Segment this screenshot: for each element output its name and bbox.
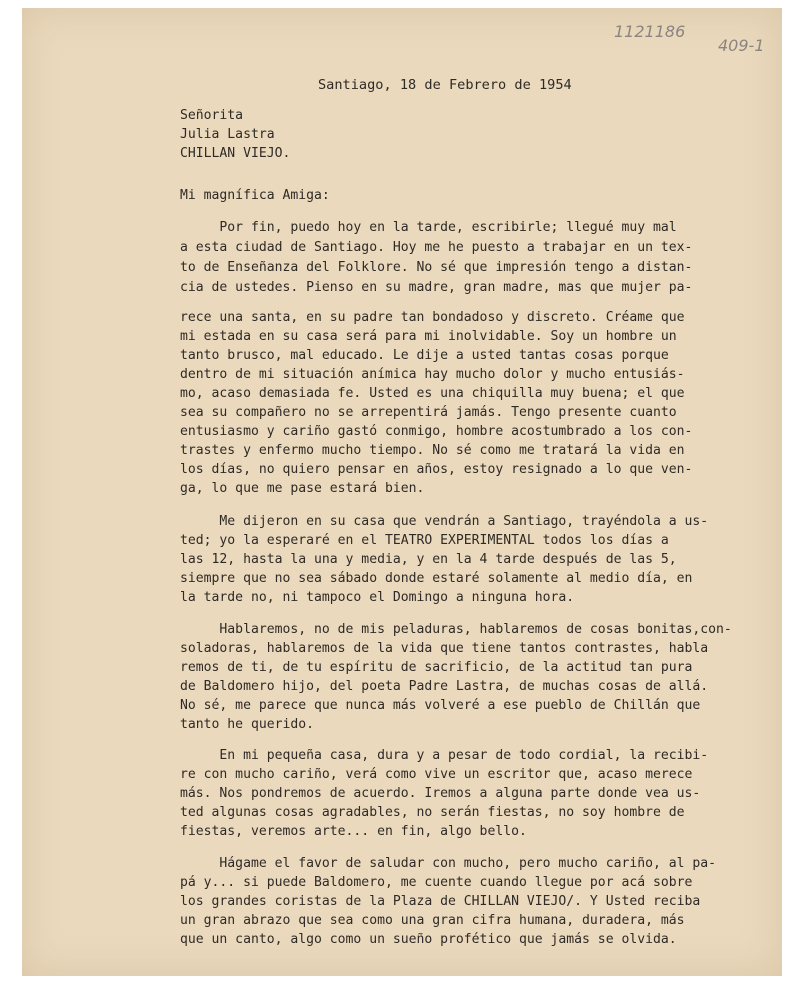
letter-line: sea su compañero no se arrepentirá jamás. Tengo presente cuanto	[180, 405, 677, 420]
letter-line: entusiasmo y cariño gastó conmigo, hombre acostumbrado a los con-	[180, 424, 693, 439]
letter-line: cia de ustedes. Pienso en su madre, gran madre, mas que mujer pa-	[180, 280, 693, 295]
letter-line: remos de ti, de tu espíritu de sacrificio, de la actitud tan pura	[180, 660, 693, 675]
letter-line: mo, acaso demasiada fe. Usted es una chiquilla muy buena; el que	[180, 386, 685, 401]
letter-line: dentro de mi situación anímica hay mucho dolor y mucho entusiás-	[180, 367, 685, 382]
letter-line: las 12, hasta la una y media, y en la 4 tarde después de las 5,	[180, 552, 677, 567]
archive-number-right: 409-1	[718, 36, 765, 55]
letter-line: soladoras, hablaremos de la vida que tiene tantos contrastes, habla	[180, 641, 709, 656]
letter-line: más. Nos pondremos de acuerdo. Iremos a alguna parte donde vea us-	[180, 786, 701, 801]
letter-line: trastes y enfermo mucho tiempo. No sé como me tratará la vida en	[180, 443, 685, 458]
letter-line: a esta ciudad de Santiago. Hoy me he puesto a trabajar en un tex-	[180, 240, 693, 255]
letter-line: siempre que no sea sábado donde estaré solamente al medio día, en	[180, 571, 693, 586]
letter-line: que un canto, algo como un sueño profético que jamás se olvida.	[180, 932, 677, 947]
archive-number-left: 1121186	[614, 22, 686, 41]
letter-line: de Baldomero hijo, del poeta Padre Lastra, de muchas cosas de allá.	[180, 679, 709, 694]
letter-line: Me dijeron en su casa que vendrán a Santiago, trayéndola a us-	[180, 514, 709, 529]
letter-line: Por fin, puedo hoy en la tarde, escribirle; llegué muy mal	[180, 220, 677, 235]
letter-page	[22, 8, 782, 976]
letter-line: la tarde no, ni tampoco el Domingo a ninguna hora.	[180, 590, 575, 605]
letter-line: Hablaremos, no de mis peladuras, hablaremos de cosas bonitas,con-	[180, 622, 732, 637]
letter-line: Hágame el favor de saludar con mucho, pero mucho cariño, al pa-	[180, 856, 717, 871]
letter-line: mi estada en su casa será para mi inolvidable. Soy un hombre un	[180, 329, 677, 344]
letter-line: re con mucho cariño, verá como vive un escritor que, acaso merece	[180, 767, 693, 782]
letter-line: rece una santa, en su padre tan bondadoso y discreto. Créame que	[180, 310, 685, 325]
recipient-line: CHILLAN VIEJO.	[180, 146, 291, 161]
letter-line: En mi pequeña casa, dura y a pesar de todo cordial, la recibi-	[180, 748, 709, 763]
letter-line: pá y... si puede Baldomero, me cuente cuando llegue por acá sobre	[180, 875, 693, 890]
letter-line: to de Enseñanza del Folklore. No sé que impresión tengo a distan-	[180, 260, 693, 275]
letter-line: fiestas, veremos arte... en fin, algo bello.	[180, 824, 527, 839]
letter-line: ga, lo que me pase estará bien.	[180, 481, 425, 496]
letter-line: un gran abrazo que sea como una gran cifra humana, duradera, más	[180, 913, 685, 928]
letter-line: ted algunas cosas agradables, no serán fiestas, no soy hombre de	[180, 805, 685, 820]
letter-line: los días, no quiero pensar en años, estoy resignado a lo que ven-	[180, 462, 693, 477]
date-line: Santiago, 18 de Febrero de 1954	[318, 77, 572, 93]
recipient-line: Julia Lastra	[180, 127, 275, 142]
salutation: Mi magnífica Amiga:	[180, 188, 330, 203]
recipient-line: Señorita	[180, 108, 244, 123]
letter-line: tanto he querido.	[180, 717, 315, 732]
letter-line: los grandes coristas de la Plaza de CHILLAN VIEJO/. Y Usted reciba	[180, 894, 701, 909]
letter-line: No sé, me parece que nunca más volveré a ese pueblo de Chillán que	[180, 698, 701, 713]
letter-line: ted; yo la esperaré en el TEATRO EXPERIMENTAL todos los días a	[180, 533, 669, 548]
letter-line: tanto brusco, mal educado. Le dije a usted tantas cosas porque	[180, 348, 669, 363]
